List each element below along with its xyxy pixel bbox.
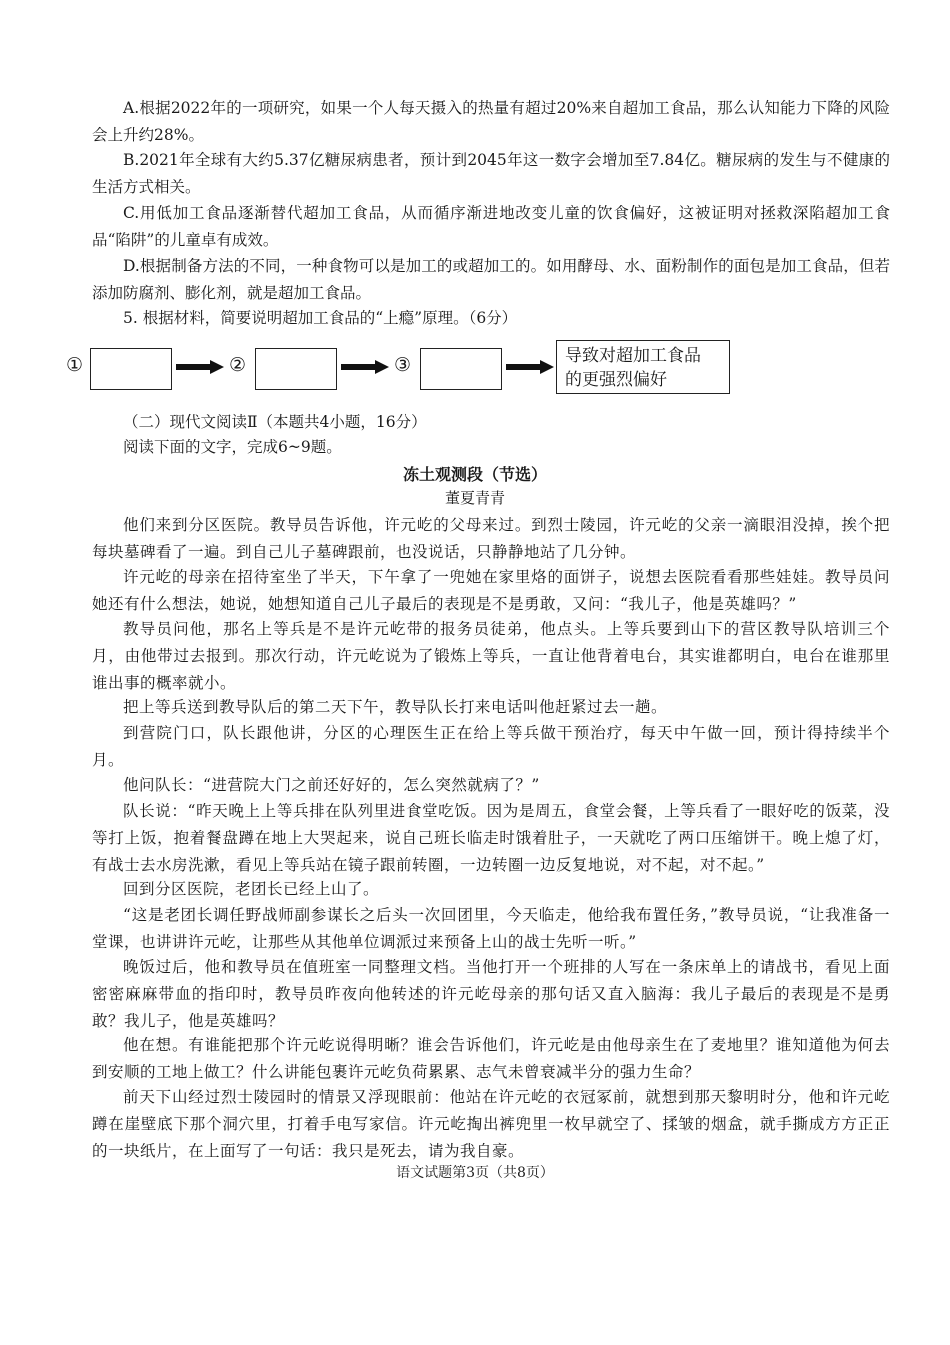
step-2-number: ② bbox=[229, 354, 247, 376]
paragraph: 许元屹的母亲在招待室坐了半天，下午拿了一兜她在家里烙的面饼子，说想去医院看看那些娃娃。教导员问她还有什么想法，她说，她想知道自己儿子最后的表现是不是勇敢，又问：“我儿子，他是英雄吗？” bbox=[92, 568, 890, 613]
arrow-right-icon bbox=[341, 360, 389, 374]
result-line-2: 的更强烈偏好 bbox=[565, 370, 667, 390]
option-a: A.根据2022年的一项研究，如果一个人每天摄入的热量有超过20%来自超加工食品，那么认知能力下降的风险会上升约28%。 bbox=[92, 99, 890, 144]
option-d: D.根据制备方法的不同，一种食物可以是加工的或超加工的。如用酵母、水、面粉制作的面包是加工食品，但若添加防腐剂、膨化剂，就是超加工食品。 bbox=[92, 257, 890, 302]
paragraph: 前天下山经过烈士陵园时的情景又浮现眼前：他站在许元屹的衣冠冢前，就想到那天黎明时分，他和许元屹蹲在崖壁底下那个洞穴里，打着手电写家信。许元屹掏出裤兜里一枚早就空了、揉皱的烟盒，就手撕成方方正正的一块纸片，在上面写了一句话：我只是死去，请为我自豪。 bbox=[92, 1088, 890, 1160]
paragraph: “这是老团长调任野战师副参谋长之后头一次回团里，今天临走，他给我布置任务，”教导员说，“让我准备一堂课，也讲讲许元屹，让那些从其他单位调派过来预备上山的战士先听一听。” bbox=[92, 906, 890, 951]
paragraph: 回到分区医院，老团长已经上山了。 bbox=[123, 880, 380, 898]
answer-box-2 bbox=[255, 348, 337, 390]
story-author: 董夏青青 bbox=[444, 489, 505, 507]
section-instruction: 阅读下面的文字，完成6~9题。 bbox=[123, 438, 342, 456]
option-b: B.2021年全球有大约5.37亿糖尿病患者，预计到2045年这一数字会增加至7.84亿。糖尿病的发生与不健康的生活方式相关。 bbox=[92, 151, 890, 196]
paragraph: 晚饭过后，他和教导员在值班室一同整理文档。当他打开一个班排的人写在一条床单上的请战书，看见上面密密麻麻带血的指印时，教导员昨夜向他转述的许元屹母亲的那句话又直入脑海：我儿子最后的表现是不是勇敢？我儿子，他是英雄吗？ bbox=[92, 958, 890, 1030]
result-line-1: 导致对超加工食品 bbox=[565, 346, 701, 366]
page-footer: 语文试题第3页（共8页） bbox=[396, 1165, 554, 1181]
paragraph: 他问队长：“进营院大门之前还好好的，怎么突然就病了？” bbox=[123, 776, 540, 794]
paragraph: 到营院门口，队长跟他讲，分区的心理医生正在给上等兵做干预治疗，每天中午做一回，预计得持续半个月。 bbox=[92, 724, 890, 769]
paragraph: 他在想。有谁能把那个许元屹说得明晰？谁会告诉他们，许元屹是由他母亲生在了麦地里？谁知道他为何去到安顺的工地上做工？什么讲能包裹许元屹负荷累累、志气未曾衰减半分的强力生命？ bbox=[92, 1036, 890, 1081]
arrow-right-icon bbox=[506, 360, 554, 374]
paragraph: 把上等兵送到教导队后的第二天下午，教导队长打来电话叫他赶紧过去一趟。 bbox=[123, 698, 668, 716]
paragraph: 教导员问他，那名上等兵是不是许元屹带的报务员徒弟，他点头。上等兵要到山下的营区教导队培训三个月，由他带过去报到。那次行动，许元屹说为了锻炼上等兵，一直让他背着电台，其实谁都明白，电台在谁那里谁出事的概率就小。 bbox=[92, 620, 890, 692]
option-c: C.用低加工食品逐渐替代超加工食品，从而循序渐进地改变儿童的饮食偏好，这被证明对拯救深陷超加工食品“陷阱”的儿童卓有成效。 bbox=[92, 204, 890, 249]
story-title: 冻土观测段（节选） bbox=[402, 465, 547, 484]
question-5: 5. 根据材料，简要说明超加工食品的“上瘾”原理。（6分） bbox=[123, 309, 518, 327]
answer-box-1 bbox=[90, 348, 172, 390]
paragraph: 他们来到分区医院。教导员告诉他，许元屹的父母来过。到烈士陵园，许元屹的父亲一滴眼泪没掉，挨个把每块墓碑看了一遍。到自己儿子墓碑跟前，也没说话，只静静地站了几分钟。 bbox=[92, 516, 890, 561]
arrow-right-icon bbox=[176, 360, 224, 374]
answer-box-3 bbox=[420, 348, 502, 390]
flow-diagram bbox=[62, 340, 802, 402]
section-header: （二）现代文阅读Ⅱ（本题共4小题，16分） bbox=[123, 413, 427, 431]
step-1-number: ① bbox=[66, 354, 84, 376]
result-box bbox=[556, 340, 730, 394]
paragraph: 队长说：“昨天晚上上等兵排在队列里进食堂吃饭。因为是周五，食堂会餐，上等兵看了一眼好吃的饭菜，没等打上饭，抱着餐盘蹲在地上大哭起来，说自己班长临走时饿着肚子，一天就吃了两口压缩饼干。晚上熄了灯，有战士去水房洗漱，看见上等兵站在镜子跟前转圈，一边转圈一边反复地说，对不起，对不起。” bbox=[92, 802, 890, 874]
step-3-number: ③ bbox=[394, 354, 412, 376]
